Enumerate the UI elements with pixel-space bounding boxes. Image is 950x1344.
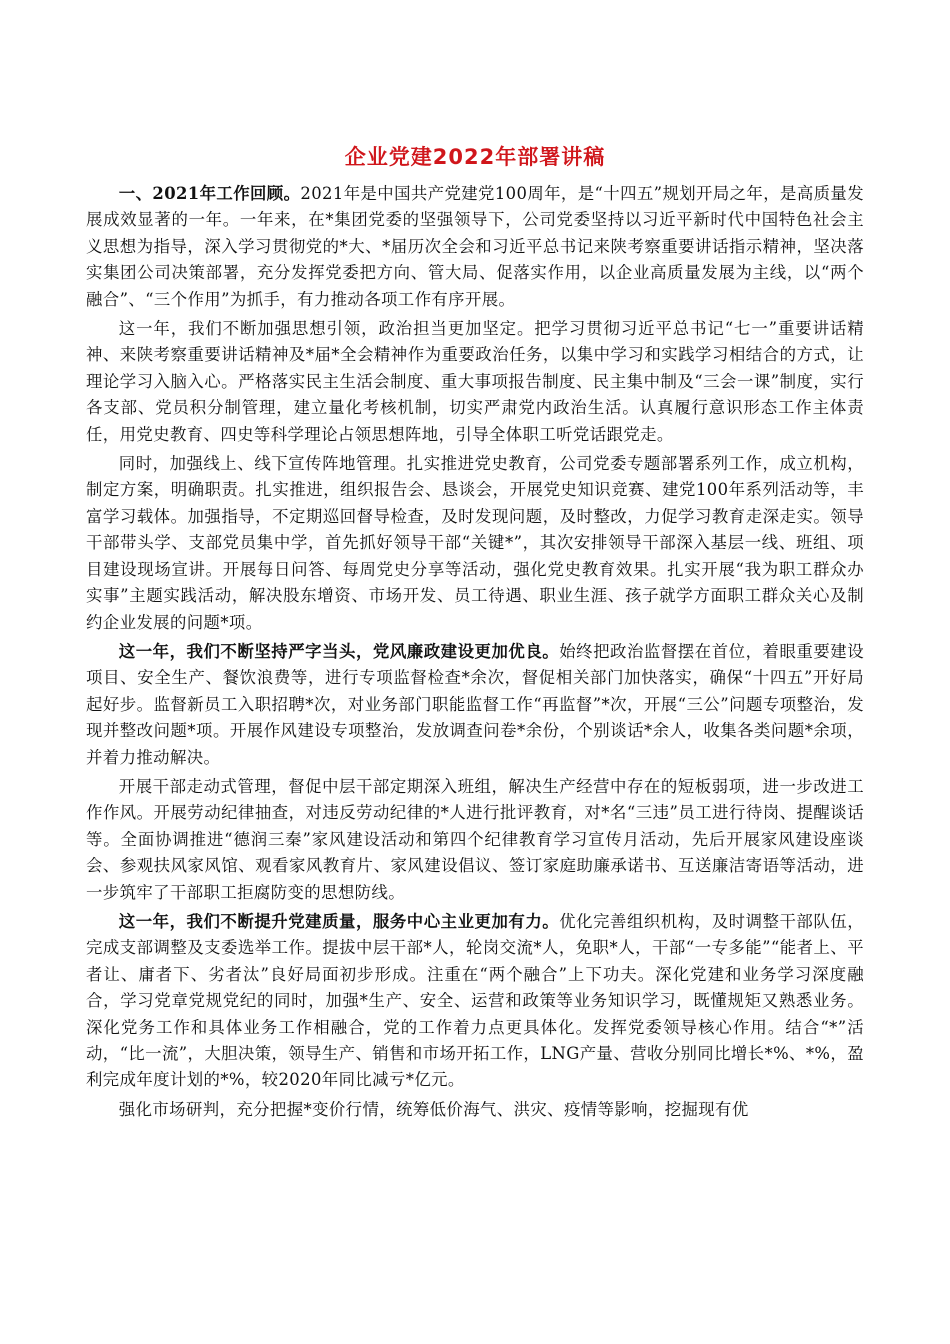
- paragraph-text: 这一年，我们不断加强思想引领，政治担当更加坚定。把学习贯彻习近平总书记“七一”重要讲话精神、来陕考察重要讲话精神及*届*全会精神作为重要政治任务，以集中学习和实践学习相结合的方式，让理论学习入脑入心。严格落实民主生活会制度、重大事项报告制度、民主集中制及“三会一课”制度，实行各支部、党员积分制管理，建立量化考核机制，切实严肃党内政治生活。认真履行意识形态工作主体责任，用党史教育、四史等科学理论占领思想阵地，引导全体职工听党话跟党走。: [86, 319, 864, 444]
- paragraph-lead: 这一年，我们不断提升党建质量，服务中心主业更加有力。: [118, 911, 560, 931]
- paragraph-lead: 这一年，我们不断坚持严字当头，党风廉政建设更加优良。: [118, 641, 560, 661]
- paragraph-lead: 一、2021年工作回顾。: [118, 184, 301, 203]
- paragraph-text: 同时，加强线上、线下宣传阵地管理。扎实推进党史教育，公司党委专题部署系列工作，成立机构，制定方案，明确职责。扎实推进，组织报告会、恳谈会，开展党史知识竞赛、建党100年系列活动等，丰富学习载体。加强指导，不定期巡回督导检查，及时发现问题，及时整改，力促学习教育走深走实。领导干部带头学、支部党员集中学，首先抓好领导干部“关键*”，其次安排领导干部深入基层一线、班组、项目建设现场宣讲。开展每日问答、每周党史分享等活动，强化党史教育效果。扎实开展“我为职工群众办实事”主题实践活动，解决股东增资、市场开发、员工待遇、职业生涯、孩子就学方面职工群众关心及制约企业发展的问题*项。: [86, 454, 864, 632]
- paragraph-5: [86, 774, 864, 906]
- paragraph-3: [86, 451, 864, 636]
- document-title: 企业党建2022年部署讲稿: [344, 145, 606, 169]
- paragraph-7: [86, 1097, 864, 1123]
- paragraph-6: [86, 909, 864, 1094]
- paragraph-text: 始终把政治监督摆在首位，着眼重要建设项目、安全生产、餐饮浪费等，进行专项监督检查*余次，督促相关部门加快落实，确保“十四五”开好局起好步。监督新员工入职招聘*次，对业务部门职能监督工作“再监督”*次，开展“三公”问题专项整治，发现并整改问题*项。开展作风建设专项整治，发放调查问卷*余份，个别谈话*余人，收集各类问题*余项，并着力推动解决。: [86, 641, 864, 767]
- paragraph-text: 优化完善组织机构，及时调整干部队伍，完成支部调整及支委选举工作。提拔中层干部*人，轮岗交流*人，免职*人，干部“一专多能”“能者上、平者让、庸者下、劣者汰”良好局面初步形成。注重在“两个融合”上下功夫。深化党建和业务学习深度融合，学习党章党规党纪的同时，加强*生产、安全、运营和政策等业务知识学习，既懂规矩又熟悉业务。深化党务工作和具体业务工作相融合，党的工作着力点更具体化。发挥党委领导核心作用。结合“*”活动，“比一流”，大胆决策，领导生产、销售和市场开拓工作，LNG产量、营收分别同比增长*%、*%，盈利完成年度计划的*%，较2020年同比减亏*亿元。: [86, 911, 864, 1090]
- paragraph-text: 开展干部走动式管理，督促中层干部定期深入班组，解决生产经营中存在的短板弱项，进一步改进工作作风。开展劳动纪律抽查，对违反劳动纪律的*人进行批评教育，对*名“三违”员工进行待岗、提醒谈话等。全面协调推进“德润三秦”家风建设活动和第四个纪律教育学习宣传月活动，先后开展家风建设座谈会、参观扶风家风馆、观看家风教育片、家风建设倡议、签订家庭助廉承诺书、互送廉洁寄语等活动，进一步筑牢了干部职工拒腐防变的思想防线。: [86, 776, 864, 902]
- paragraph-text: 2021年是中国共产党建党100周年，是“十四五”规划开局之年，是高质量发展成效显著的一年。一年来，在*集团党委的坚强领导下，公司党委坚持以习近平新时代中国特色社会主义思想为指导，深入学习贯彻党的*大、*届历次全会和习近平总书记来陕考察重要讲话指示精神，坚决落实集团公司决策部署，充分发挥党委把方向、管大局、促落实作用，以企业高质量发展为主线，以“两个融合”、“三个作用”为抓手，有力推动各项工作有序开展。: [86, 184, 864, 309]
- paragraph-text: 强化市场研判，充分把握*变价行情，统筹低价海气、洪灾、疫情等影响，挖掘现有优: [118, 1099, 749, 1119]
- paragraph-1: [86, 181, 864, 313]
- paragraph-2: [86, 316, 864, 448]
- paragraph-4: [86, 639, 864, 771]
- document-body: [86, 181, 864, 1126]
